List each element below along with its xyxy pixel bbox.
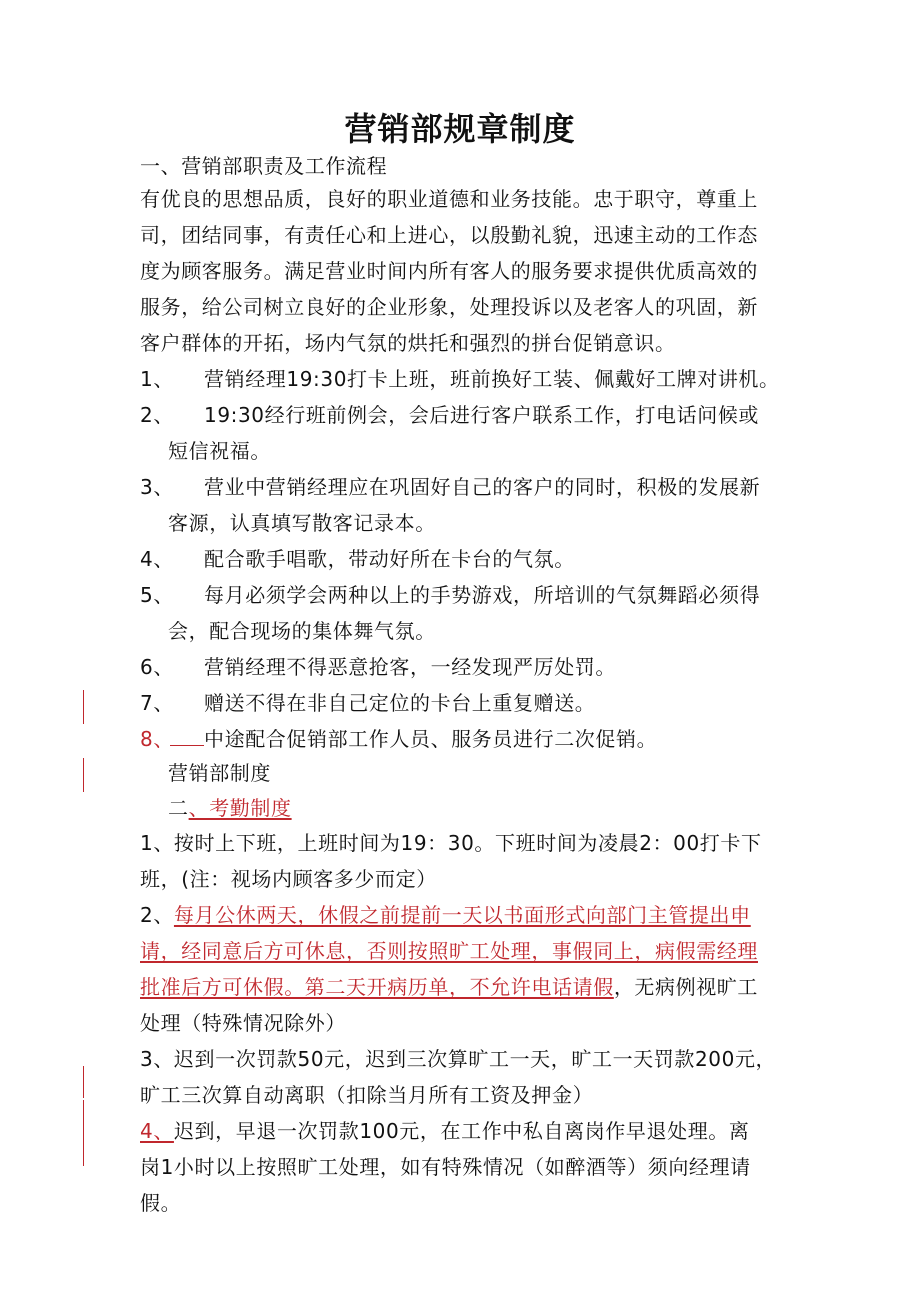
list-item bbox=[140, 690, 595, 716]
item-number: 2、 bbox=[140, 403, 174, 427]
rule-2-revised-text: 每月公休两天，休假之前提前一天以书面形式向部门主管提出申 bbox=[173, 903, 751, 927]
intro-line-5: 客户群体的开拓，场内气氛的烘托和强烈的拼台促销意识。 bbox=[140, 331, 676, 355]
item-number-revised: 8、 bbox=[140, 727, 174, 751]
rule-4-prefix-revised: 4、 bbox=[140, 1119, 174, 1143]
section2-heading bbox=[168, 795, 292, 821]
list-item bbox=[140, 726, 657, 752]
rule-2-prefix: 2、 bbox=[140, 903, 174, 927]
revision-bar bbox=[83, 1066, 84, 1098]
intro-line-4: 服务，给公司树立良好的企业形象，处理投诉以及老客人的巩固，新 bbox=[140, 295, 758, 319]
item-number: 6、 bbox=[140, 655, 174, 679]
section2-heading-revised: 、考勤制度 bbox=[188, 796, 292, 820]
intro-line-1: 有优良的思想品质，良好的职业道德和业务技能。忠于职守，尊重上 bbox=[140, 187, 758, 211]
rule-2-line-4: 处理（特殊情况除外） bbox=[140, 1011, 346, 1035]
list-item bbox=[140, 546, 575, 572]
item-number: 3、 bbox=[140, 475, 174, 499]
item-number: 4、 bbox=[140, 547, 174, 571]
item-text: 营业中营销经理应在巩固好自己的客户的同时，积极的发展新 bbox=[204, 475, 761, 499]
rule-2-tail: ，无病例视旷工 bbox=[613, 975, 759, 999]
rule-2-line-3 bbox=[140, 974, 758, 1000]
rule-2-revised-text: 批准后方可休假。第二天开病历单，不允许电话请假 bbox=[140, 975, 614, 999]
rule-1-line-2: 班，(注：视场内顾客多少而定） bbox=[140, 867, 437, 891]
item-continuation: 客源，认真填写散客记录本。 bbox=[168, 511, 436, 535]
revision-underline bbox=[170, 744, 204, 746]
intro-line-3: 度为顾客服务。满足营业时间内所有客人的服务要求提供优质高效的 bbox=[140, 259, 758, 283]
section1-heading: 一、营销部职责及工作流程 bbox=[140, 154, 388, 178]
revision-bar bbox=[83, 758, 84, 792]
item-number: 7、 bbox=[140, 691, 174, 715]
item-continuation: 会，配合现场的集体舞气氛。 bbox=[168, 619, 436, 643]
rule-4-text: 迟到，早退一次罚款100元，在工作中私自离岗作早退处理。离 bbox=[173, 1119, 750, 1143]
item-text: 中途配合促销部工作人员、服务员进行二次促销。 bbox=[204, 727, 658, 751]
rule-2-line-2 bbox=[140, 938, 758, 964]
item-text: 19:30经行班前例会，会后进行客户联系工作，打电话问候或 bbox=[204, 403, 760, 427]
list-item bbox=[140, 474, 760, 500]
revision-bar bbox=[83, 1100, 84, 1166]
list-item bbox=[140, 654, 616, 680]
item-text: 每月必须学会两种以上的手势游戏，所培训的气氛舞蹈必须得 bbox=[204, 583, 761, 607]
item-text: 营销经理不得恶意抢客，一经发现严厉处罚。 bbox=[204, 655, 616, 679]
rule-2-revised-text: 请，经同意后方可休息，否则按照旷工处理，事假同上，病假需经理 bbox=[140, 939, 758, 963]
rule-2-line-1 bbox=[140, 902, 751, 928]
rule-1-line-1: 1、按时上下班，上班时间为19：30。下班时间为凌晨2：00打卡下 bbox=[140, 831, 762, 855]
item-text: 配合歌手唱歌，带动好所在卡台的气氛。 bbox=[204, 547, 575, 571]
revision-bar bbox=[83, 690, 84, 724]
subheading: 营销部制度 bbox=[168, 761, 271, 785]
rule-4-line-3: 假。 bbox=[140, 1191, 182, 1215]
rule-4-line-2: 岗1小时以上按照旷工处理，如有特殊情况（如醉酒等）须向经理请 bbox=[140, 1155, 751, 1179]
item-number: 5、 bbox=[140, 583, 174, 607]
rule-4-line-1 bbox=[140, 1118, 750, 1144]
list-item bbox=[140, 582, 760, 608]
rule-3-line-2: 旷工三次算自动离职（扣除当月所有工资及押金） bbox=[140, 1083, 594, 1107]
item-text: 营销经理19:30打卡上班，班前换好工装、佩戴好工牌对讲机。 bbox=[204, 367, 780, 391]
item-number: 1、 bbox=[140, 367, 174, 391]
item-continuation: 短信祝福。 bbox=[168, 439, 271, 463]
rule-3-line-1: 3、迟到一次罚款50元，迟到三次算旷工一天，旷工一天罚款200元， bbox=[140, 1047, 777, 1071]
list-item bbox=[140, 366, 780, 392]
document-title: 营销部规章制度 bbox=[344, 110, 576, 148]
list-item bbox=[140, 402, 759, 428]
item-text: 赠送不得在非自己定位的卡台上重复赠送。 bbox=[204, 691, 596, 715]
intro-line-2: 司，团结同事，有责任心和上进心，以殷勤礼貌，迅速主动的工作态 bbox=[140, 223, 758, 247]
section2-heading-prefix: 二 bbox=[168, 796, 189, 820]
